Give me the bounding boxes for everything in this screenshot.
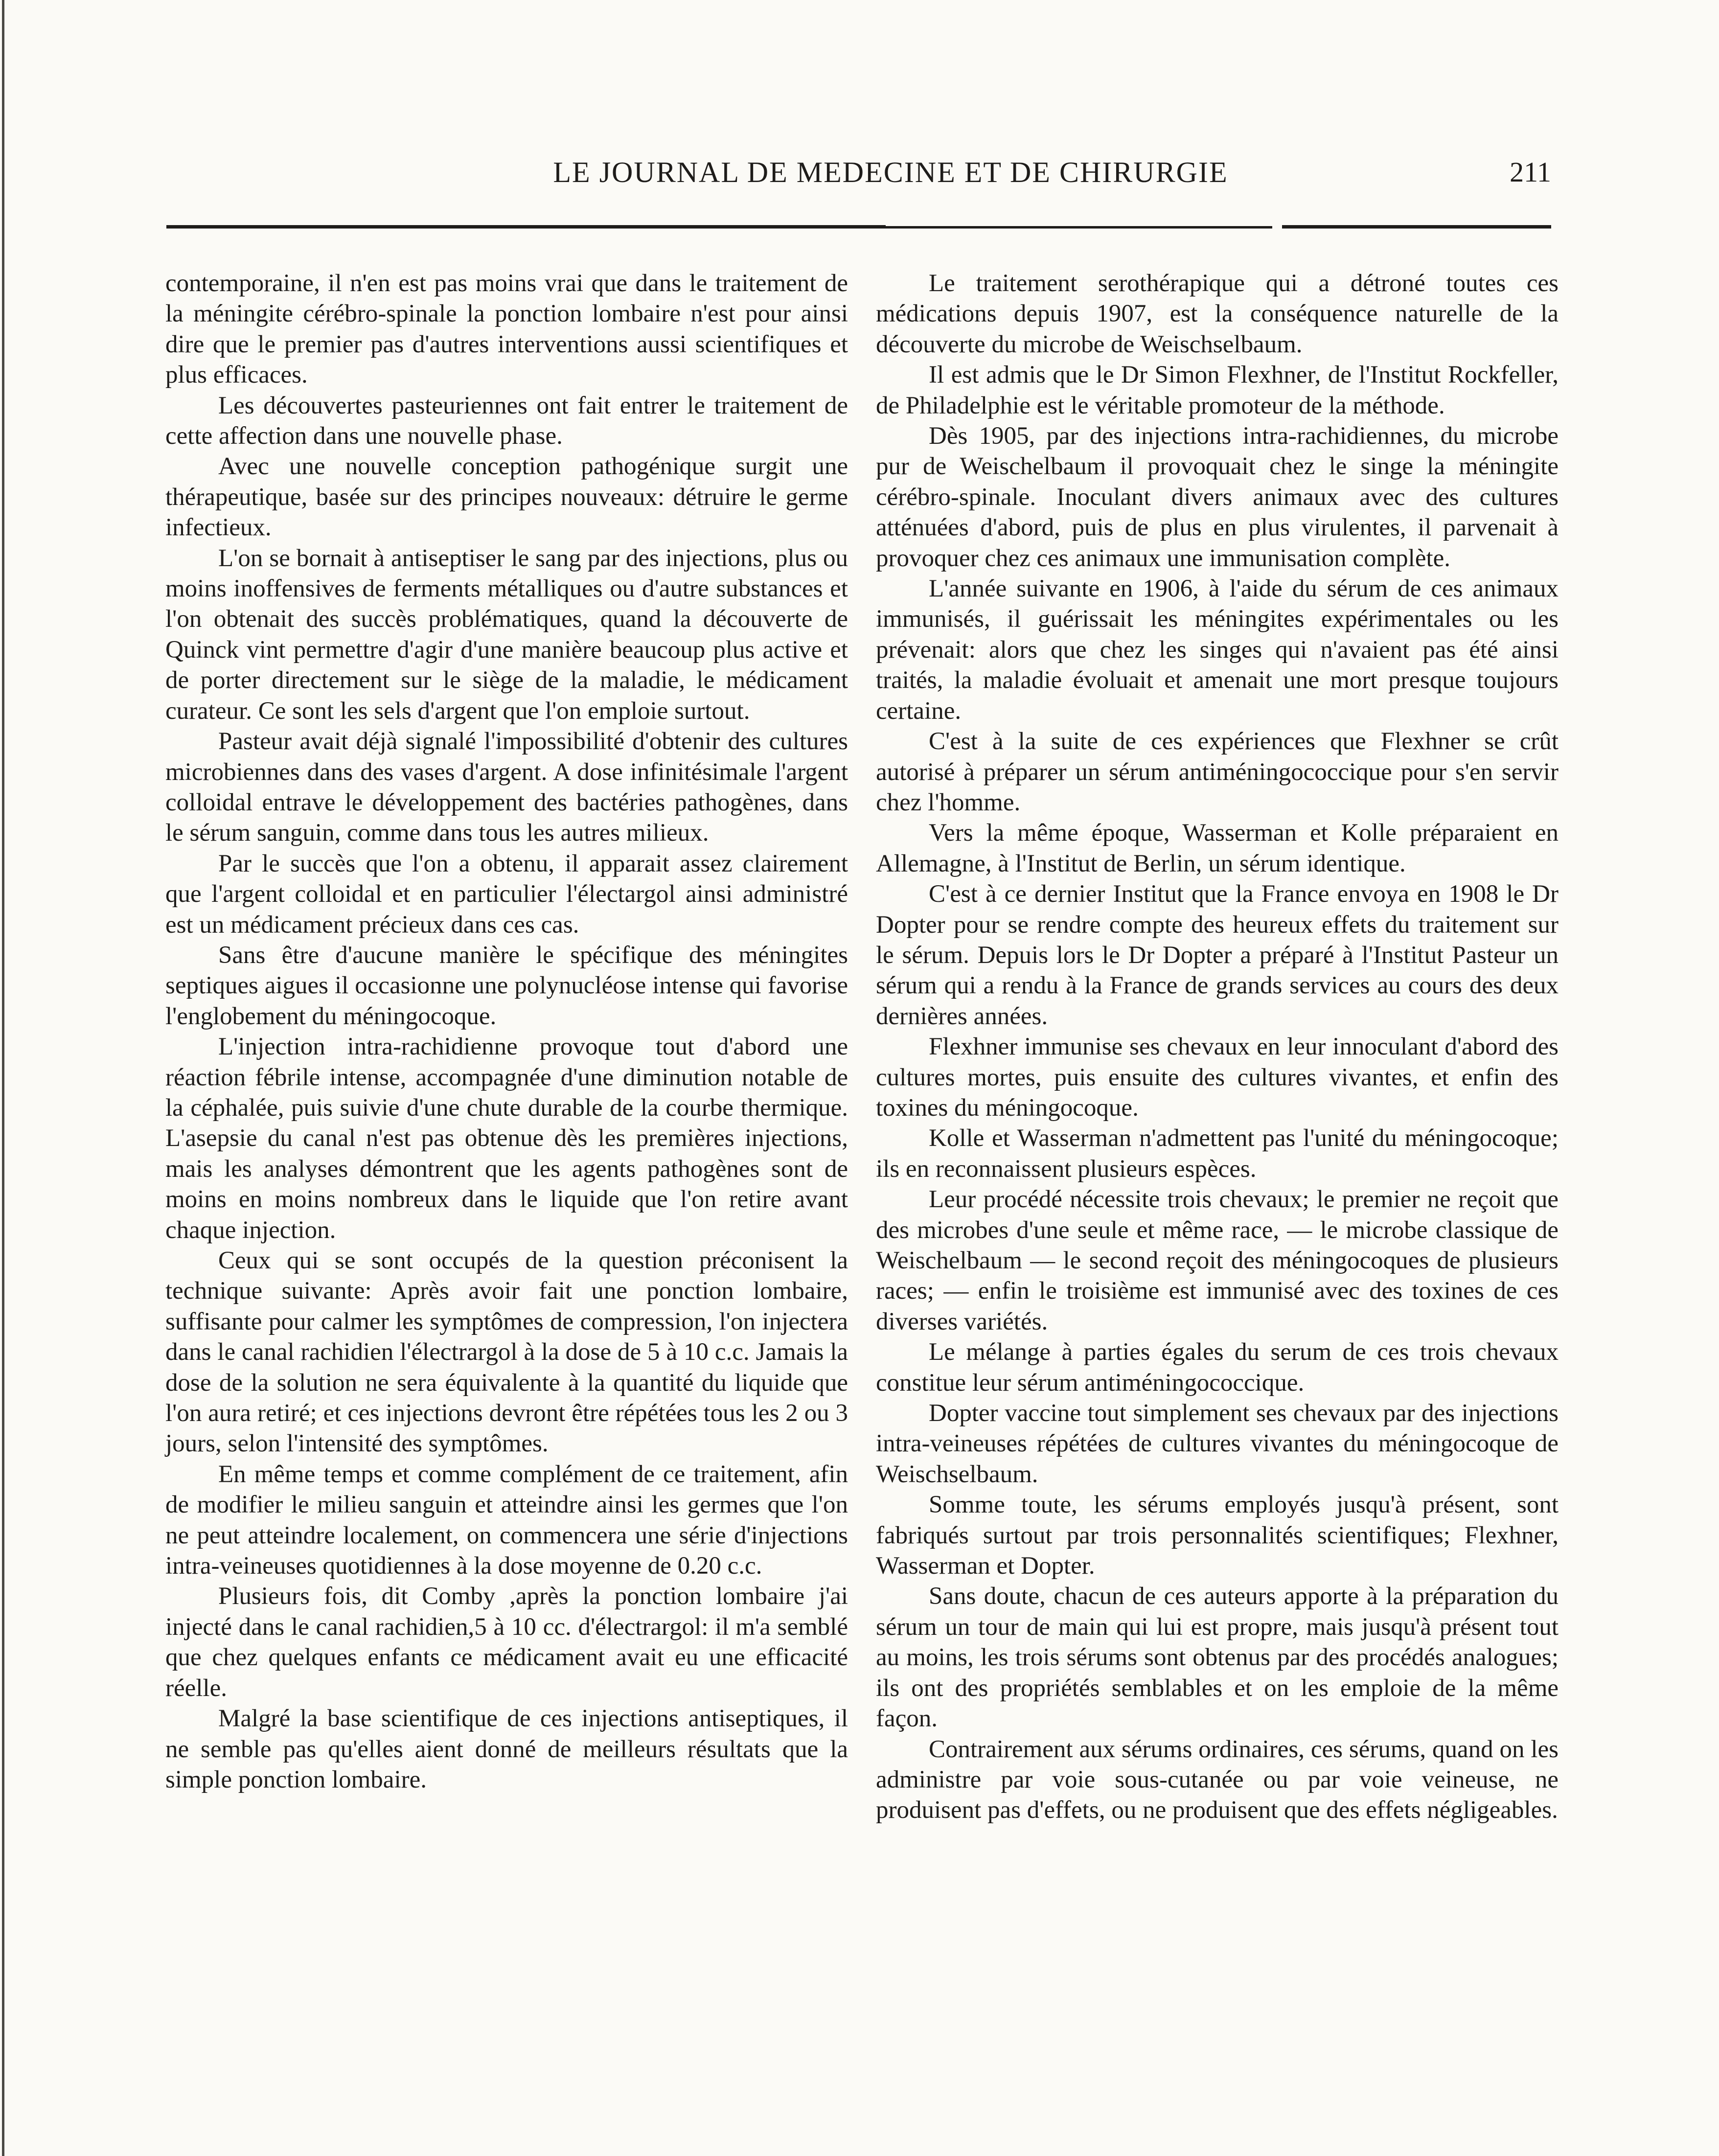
paragraph: Le mélange à parties égales du serum de ces trois chevaux constitue leur sérum antiméningococcique.: [876, 1338, 1559, 1397]
paragraph: Ceux qui se sont occupés de la question préconisent la technique suivante: Après avoir fait une ponction lombaire, suffisante pour calmer les symptômes de compression, l'on injectera dans le canal rachidien l'électrargol à la dose de 5 à 10 c.c. Jamais la dose de la solution ne sera équivalente à la quantité du liquide que l'on aura retiré; et ces injections devront être répétées tous les 2 ou 3 jours, selon l'intensité des symptômes.: [165, 1247, 848, 1458]
paragraph: contemporaine, il n'en est pas moins vrai que dans le traitement de la méningite cérébro-spinale la ponction lombaire n'est pour ainsi dire que le premier pas d'autres interventions aussi scientifiques et plus efficaces.: [165, 270, 848, 389]
paragraph: L'injection intra-rachidienne provoque tout d'abord une réaction fébrile intense, accompagnée d'une diminution notable de la céphalée, puis suivie d'une chute durable de la courbe thermique. L'asepsie du canal n'est pas obtenue dès les premières injections, mais les analyses démontrent que les agents pathogènes sont de moins en moins nombreux dans le liquide que l'on retire avant chaque injection.: [165, 1033, 848, 1244]
right-column: [876, 268, 1559, 1826]
paragraph: Le traitement serothérapique qui a détroné toutes ces médications depuis 1907, est la conséquence naturelle de la découverte du microbe de Weischselbaum.: [876, 270, 1559, 358]
header-rule-middle: [886, 226, 1272, 229]
paragraph: Par le succès que l'on a obtenu, il apparait assez clairement que l'argent colloidal et en particulier l'électargol ainsi administré est un médicament précieux dans ces cas.: [165, 849, 848, 939]
page-header: [161, 156, 1551, 214]
paragraph: Avec une nouvelle conception pathogénique surgit une thérapeutique, basée sur des principes nouveaux: détruire le germe infectieux.: [165, 453, 848, 542]
paragraph: Sans être d'aucune manière le spécifique des méningites septiques aigues il occasionne une polynucléose intense qui favorise l'englobement du méningocoque.: [165, 941, 848, 1030]
header-rule-left: [166, 225, 886, 229]
paragraph: C'est à ce dernier Institut que la France envoya en 1908 le Dr Dopter pour se rendre compte des heureux effets du traitement sur le sérum. Depuis lors le Dr Dopter a préparé à l'Institut Pasteur un sérum qui a rendu à la France de grands services au cours des deux dernières années.: [876, 880, 1559, 1030]
running-title: LE JOURNAL DE MEDECINE ET DE CHIRURGIE: [553, 156, 1228, 188]
page-number: 211: [1510, 156, 1551, 188]
paragraph: Pasteur avait déjà signalé l'impossibilité d'obtenir des cultures microbiennes dans des vases d'argent. A dose infinitésimale l'argent colloidal entrave le développement des bactéries pathogènes, dans le sérum sanguin, comme dans tous les autres milieux.: [165, 728, 848, 847]
paragraph: En même temps et comme complément de ce traitement, afin de modifier le milieu sanguin et atteindre ainsi les germes que l'on ne peut atteindre localement, on commencera une série d'injections intra-veineuses quotidiennes à la dose moyenne de 0.20 c.c.: [165, 1460, 848, 1580]
paragraph: L'on se bornait à antiseptiser le sang par des injections, plus ou moins inoffensives de ferments métalliques ou d'autre substances et l'on obtenait des succès problématiques, quand la découverte de Quinck vint permettre d'agir d'une manière beaucoup plus active et de porter directement sur le siège de la maladie, le médicament curateur. Ce sont les sels d'argent que l'on emploie surtout.: [165, 544, 848, 725]
paragraph: Dès 1905, par des injections intra-rachidiennes, du microbe pur de Weischelbaum il provoquait chez le singe la méningite cérébro-spinale. Inoculant divers animaux avec des cultures atténuées d'abord, puis de plus en plus virulentes, il parvenait à provoquer chez ces animaux une immunisation complète.: [876, 422, 1559, 572]
paragraph: Contrairement aux sérums ordinaires, ces sérums, quand on les administre par voie sous-cutanée ou par voie veineuse, ne produisent pas d'effets, ou ne produisent que des effets négligeables.: [876, 1735, 1559, 1824]
page-edge-shadow: [2, 0, 4, 2156]
paragraph: Flexhner immunise ses chevaux en leur innoculant d'abord des cultures mortes, puis ensuite des cultures vivantes, et enfin des toxines du méningocoque.: [876, 1033, 1559, 1122]
paragraph: Somme toute, les sérums employés jusqu'à présent, sont fabriqués surtout par trois personnalités scientifiques; Flexhner, Wasserman et Dopter.: [876, 1491, 1559, 1580]
paragraph: Leur procédé nécessite trois chevaux; le premier ne reçoit que des microbes d'une seule et même race, — le microbe classique de Weischelbaum — le second reçoit des méningocoques de plusieurs races; — enfin le troisième est immunisé avec des toxines de ces diverses variétés.: [876, 1186, 1559, 1335]
paragraph: Plusieurs fois, dit Comby ,après la ponction lombaire j'ai injecté dans le canal rachidien,5 à 10 cc. d'électrargol: il m'a semblé que chez quelques enfants ce médicament avait eu une efficacité réelle.: [165, 1583, 848, 1702]
paragraph: L'année suivante en 1906, à l'aide du sérum de ces animaux immunisés, il guérissait les méningites expérimentales ou les prévenait: alors que chez les singes qui n'avaient pas été ainsi traités, la maladie évoluait et amenait une mort presque toujours certaine.: [876, 575, 1559, 725]
paragraph: Il est admis que le Dr Simon Flexhner, de l'Institut Rockfeller, de Philadelphie est le véritable promoteur de la méthode.: [876, 361, 1559, 419]
paragraph: Sans doute, chacun de ces auteurs apporte à la préparation du sérum un tour de main qui lui est propre, mais jusqu'à présent tout au moins, les trois sérums sont obtenus par des procédés analogues; ils ont des propriétés semblables et on les emploie de la même façon.: [876, 1583, 1559, 1733]
paragraph: Vers la même époque, Wasserman et Kolle préparaient en Allemagne, à l'Institut de Berlin, un sérum identique.: [876, 819, 1559, 877]
left-column: [165, 268, 848, 1795]
paragraph: Les découvertes pasteuriennes ont fait entrer le traitement de cette affection dans une nouvelle phase.: [165, 391, 848, 450]
paragraph: C'est à la suite de ces expériences que Flexhner se crût autorisé à préparer un sérum antiméningococcique pour s'en servir chez l'homme.: [876, 728, 1559, 816]
header-rule-right: [1282, 225, 1551, 229]
paragraph: Kolle et Wasserman n'admettent pas l'unité du méningocoque; ils en reconnaissent plusieurs espèces.: [876, 1124, 1559, 1183]
paragraph: Dopter vaccine tout simplement ses chevaux par des injections intra-veineuses répétées de cultures vivantes du méningocoque de Weischselbaum.: [876, 1399, 1559, 1488]
paragraph: Malgré la base scientifique de ces injections antiseptiques, il ne semble pas qu'elles aient donné de meilleurs résultats que la simple ponction lombaire.: [165, 1705, 848, 1793]
